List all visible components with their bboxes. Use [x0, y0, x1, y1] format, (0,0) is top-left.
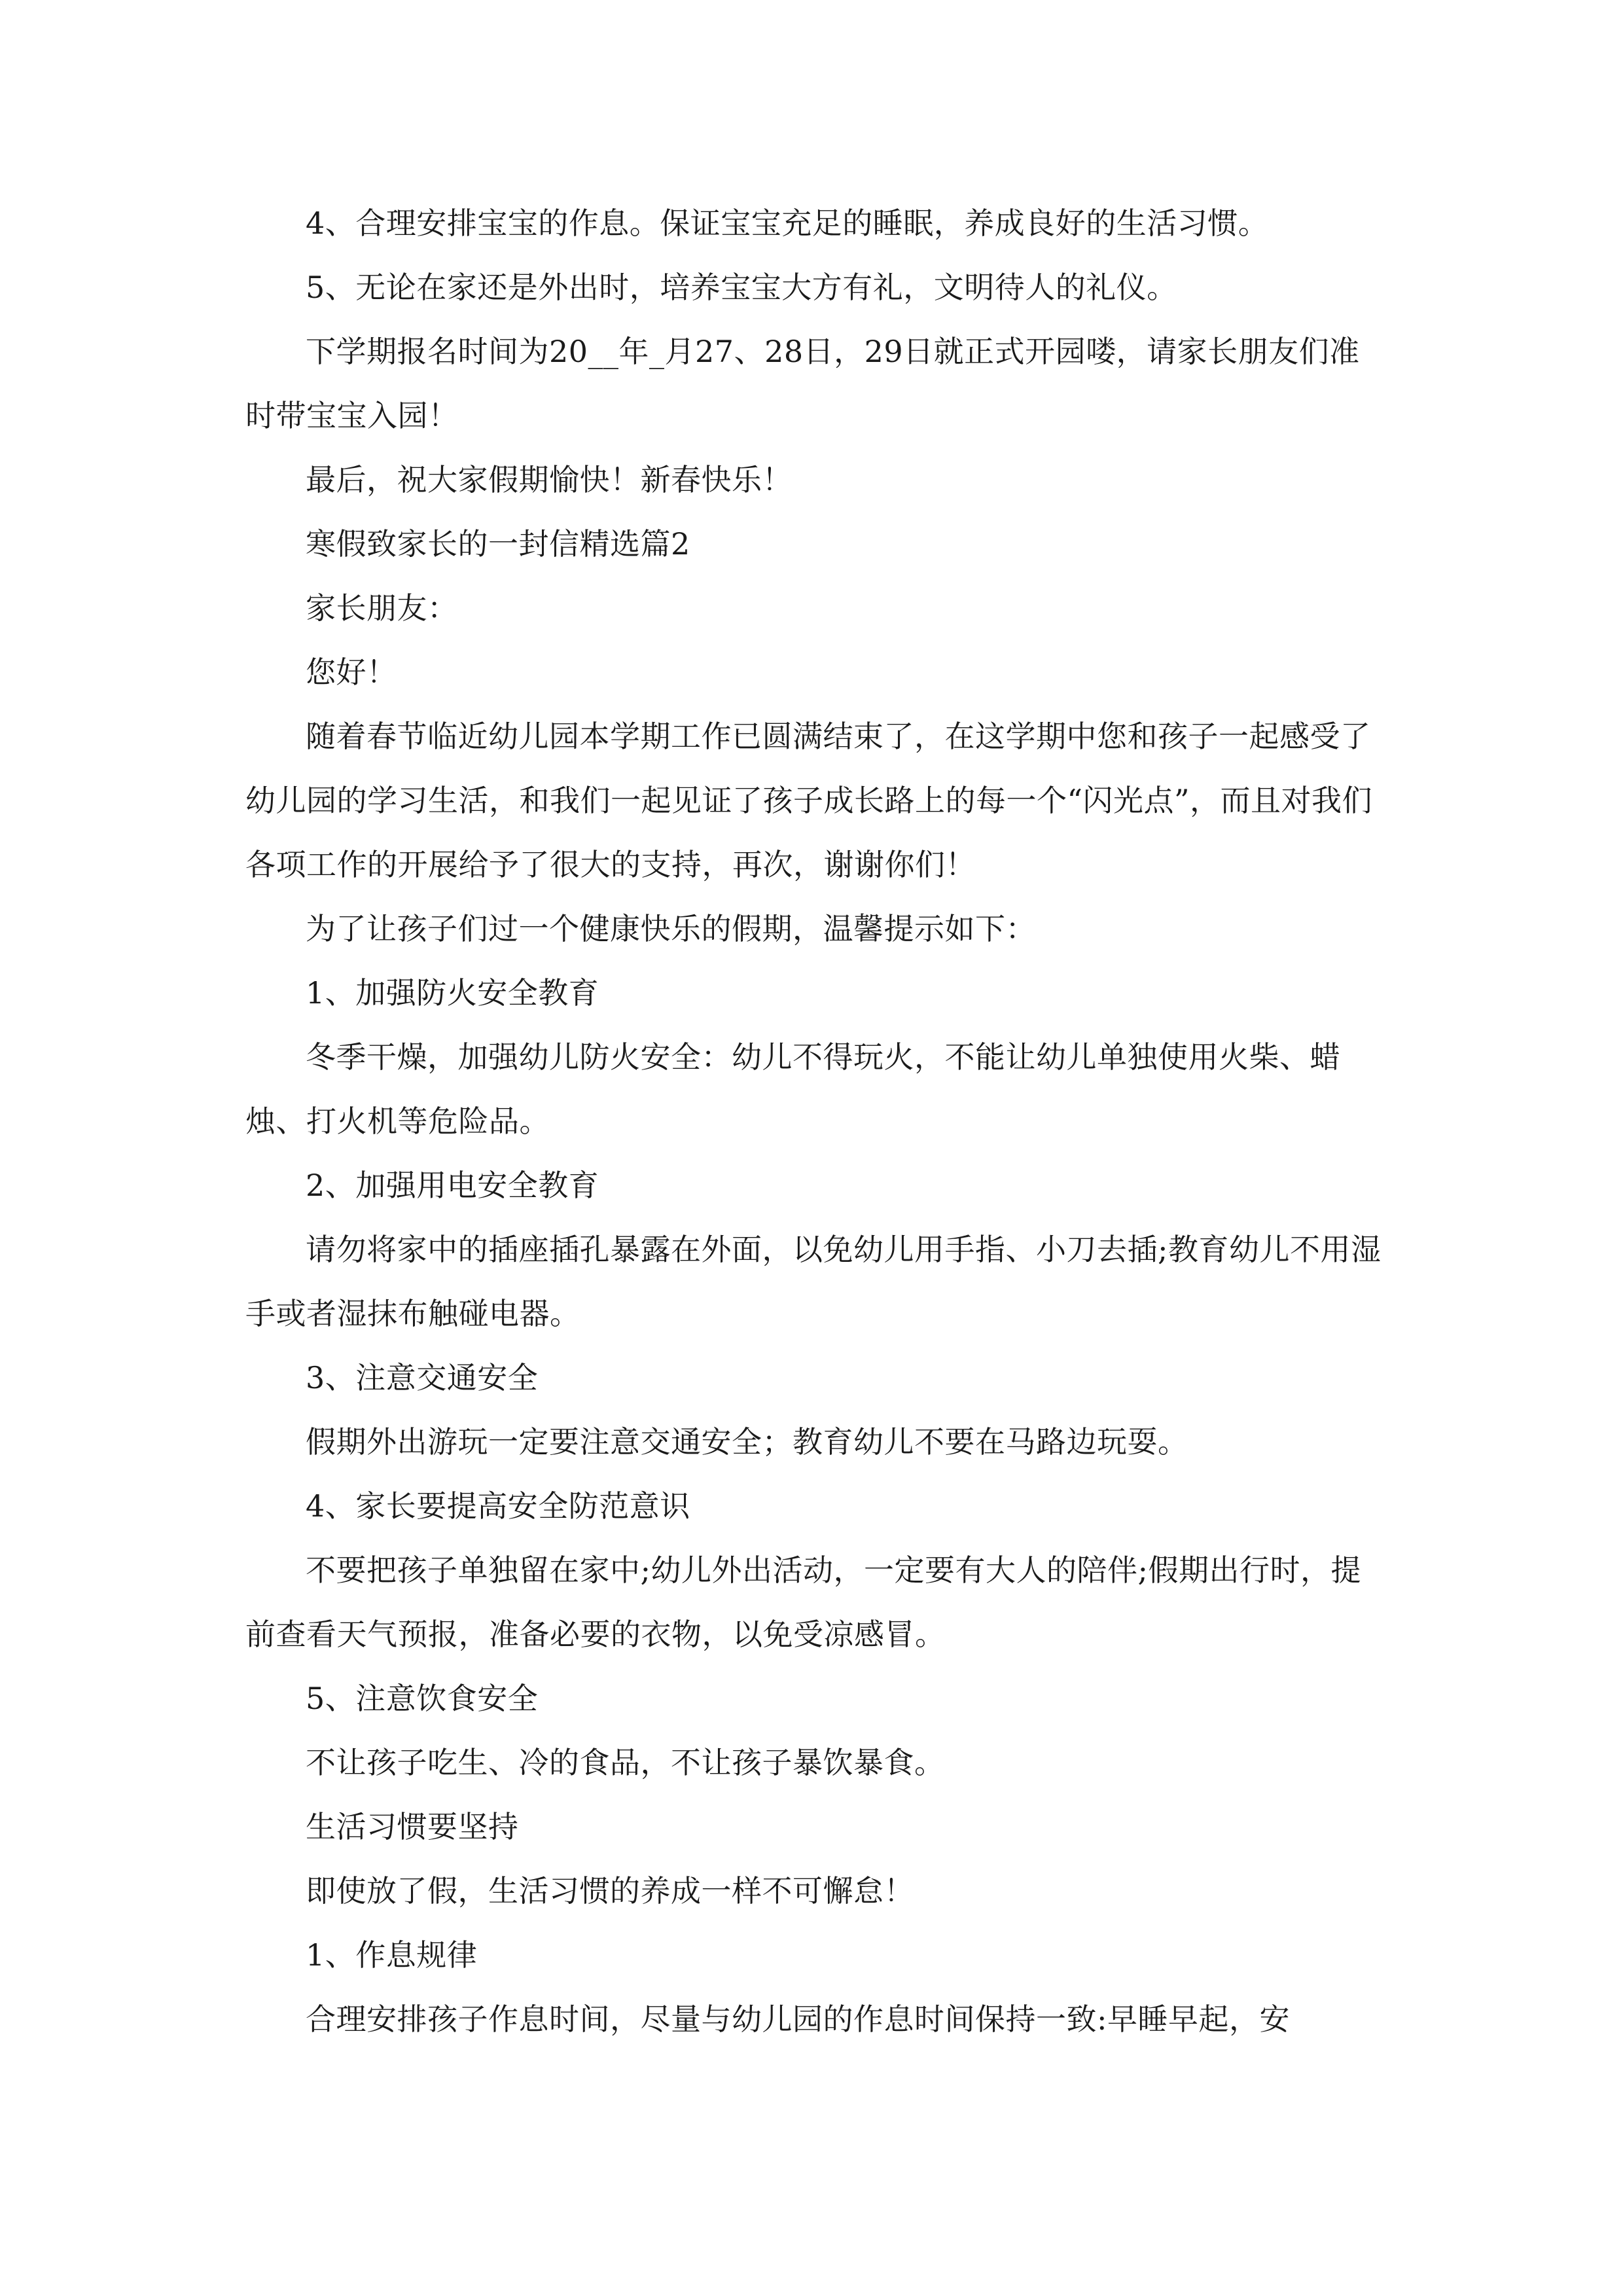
section-title-letter-2: 寒假致家长的一封信精选篇2 — [306, 526, 690, 562]
paragraph-closing-wishes: 最后，祝大家假期愉快！新春快乐！ — [306, 462, 793, 497]
paragraph-regular-schedule: 合理安排孩子作息时间，尽量与幼儿园的作息时间保持一致:早睡早起，安 — [306, 2001, 1290, 2037]
paragraph-fire-safety: 冬季干燥，加强幼儿防火安全：幼儿不得玩火，不能让幼儿单独使用火柴、蜡烛、打火机等危险品。 — [245, 1039, 1340, 1139]
paragraph-parent-awareness: 不要把孩子单独留在家中;幼儿外出活动，一定要有大人的陪伴;假期出行时，提前查看天气预报，准备必要的衣物，以免受凉感冒。 — [245, 1552, 1361, 1652]
paragraph-sleep-routine: 4、合理安排宝宝的作息。保证宝宝充足的睡眠，养成良好的生活习惯。 — [306, 206, 1269, 241]
paragraph-thanks: 随着春节临近幼儿园本学期工作已圆满结束了，在这学期中您和孩子一起感受了幼儿园的学习生活，和我们一起见证了孩子成长路上的每一个“闪光点”，而且对我们各项工作的开展给予了很大的支持，再次，谢谢你们！ — [245, 719, 1373, 882]
paragraph-life-habits: 即使放了假，生活习惯的养成一样不可懈怠！ — [306, 1873, 914, 1909]
paragraph-electric-safety: 请勿将家中的插座插孔暴露在外面，以免幼儿用手指、小刀去插;教育幼儿不用湿手或者湿抹布触碰电器。 — [245, 1232, 1382, 1331]
greeting: 您好！ — [306, 655, 397, 690]
heading-electric-safety: 2、加强用电安全教育 — [306, 1168, 599, 1203]
paragraph-registration-time: 下学期报名时间为20__年_月27、28日，29日就正式开园喽，请家长朋友们准时带宝宝入园！ — [245, 334, 1360, 433]
paragraph-manners: 5、无论在家还是外出时，培养宝宝大方有礼，文明待人的礼仪。 — [306, 270, 1177, 305]
heading-regular-schedule: 1、作息规律 — [306, 1937, 478, 1973]
paragraph-traffic-safety: 假期外出游玩一定要注意交通安全；教育幼儿不要在马路边玩耍。 — [306, 1424, 1188, 1460]
heading-traffic-safety: 3、注意交通安全 — [306, 1360, 539, 1395]
heading-food-safety: 5、注意饮食安全 — [306, 1681, 539, 1716]
paragraph-tips-intro: 为了让孩子们过一个健康快乐的假期，温馨提示如下： — [306, 911, 1036, 946]
paragraph-food-safety: 不让孩子吃生、冷的食品，不让孩子暴饮暴食。 — [306, 1745, 945, 1780]
heading-fire-safety: 1、加强防火安全教育 — [306, 975, 599, 1011]
heading-parent-awareness: 4、家长要提高安全防范意识 — [306, 1488, 690, 1524]
heading-life-habits: 生活习惯要坚持 — [306, 1809, 519, 1844]
document-body — [245, 191, 1387, 2051]
salutation: 家长朋友： — [306, 590, 458, 626]
